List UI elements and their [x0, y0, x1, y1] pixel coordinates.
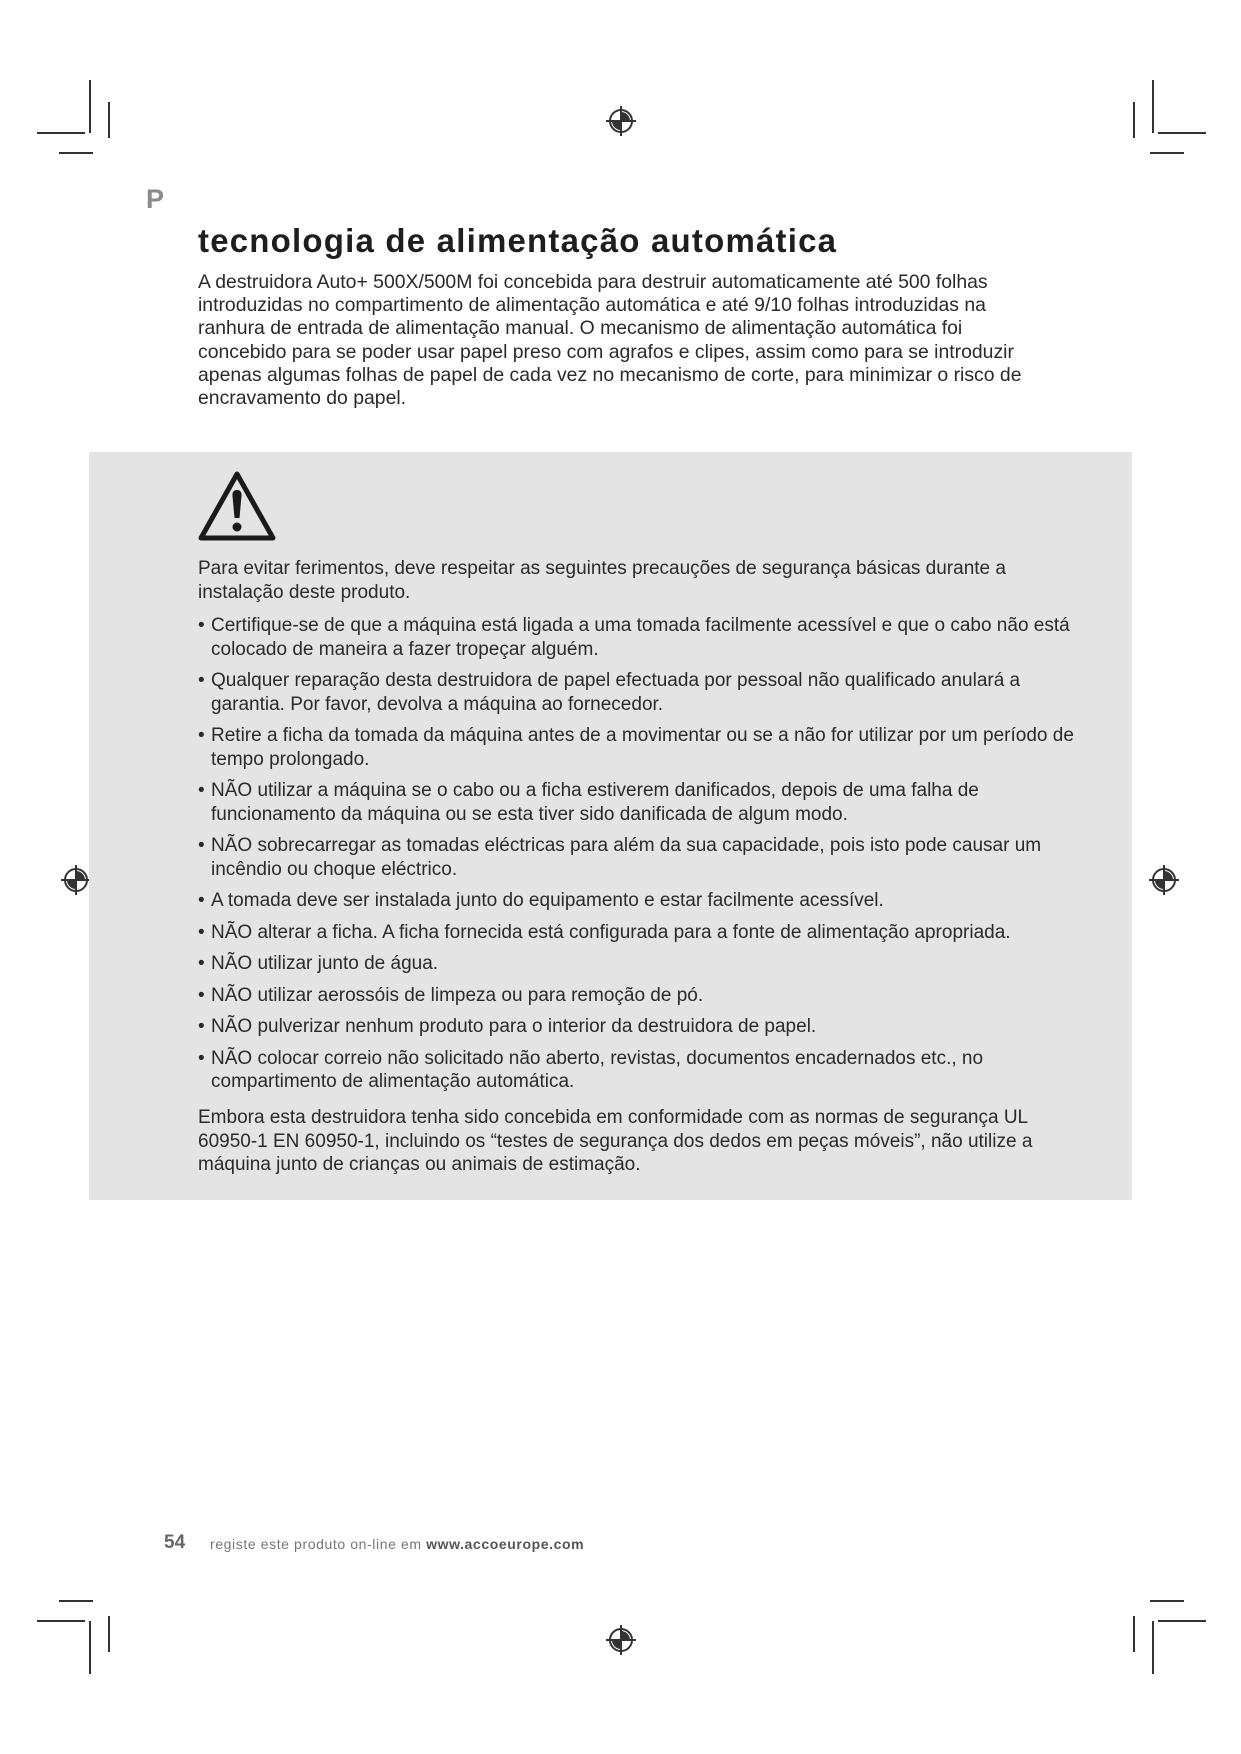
intro-line: introduzidas no compartimento de alimentação automática e até 9/10 folhas introduzidas na — [198, 294, 986, 317]
safety-closing-text: Embora esta destruidora tenha sido concebida em conformidade com as normas de segurança UL 60950-1 EN 60950-1, incluindo os “testes de segurança dos dedos em peças móveis”, não utilize a máquina junto de crianças ou animais de estimação. — [198, 1107, 1033, 1175]
list-item: • NÃO alterar a ficha. A ficha fornecida está configurada para a fonte de alimentação apropriada. — [198, 921, 1011, 943]
registration-mark-icon — [1147, 863, 1181, 897]
page-number: 54 — [164, 1532, 186, 1553]
list-item: • NÃO colocar correio não solicitado não aberto, revistas, documentos encadernados etc., no compartimento de alimentação automática. — [198, 1047, 984, 1092]
list-item: • NÃO utilizar junto de água. — [198, 953, 439, 974]
registration-mark-icon — [604, 1623, 638, 1657]
intro-line: concebido para se poder usar papel preso com agrafos e clipes, assim como para se introduzir — [198, 340, 1014, 363]
intro-line: encravamento do papel. — [198, 387, 407, 410]
page-title: tecnologia de alimentação automática — [198, 222, 838, 259]
list-item: • Retire a ficha da tomada da máquina antes de a movimentar ou se a não for utilizar por um período de tempo prolongado. — [198, 725, 1074, 770]
list-item: • NÃO utilizar aerossóis de limpeza ou para remoção de pó. — [198, 984, 704, 1006]
list-item: • NÃO sobrecarregar as tomadas eléctricas para além da sua capacidade, pois isto pode causar um incêndio ou choque eléctrico. — [198, 835, 1042, 880]
intro-paragraph — [198, 271, 1078, 410]
intro-line: ranhura de entrada de alimentação manual. O mecanismo de alimentação automática foi — [198, 317, 963, 340]
list-item: • NÃO utilizar a máquina se o cabo ou a ficha estiverem danificados, depois de uma falha de funcionamento da máquina ou se esta tiver sido danificada de algum modo. — [198, 780, 979, 825]
language-marker: P — [146, 184, 165, 214]
list-item: • A tomada deve ser instalada junto do equipamento e estar facilmente acessível. — [198, 890, 884, 911]
list-item: • Qualquer reparação desta destruidora de papel efectuada por pessoal não qualificado anulará a garantia. Por favor, devolva a máquina ao fornecedor. — [198, 670, 1021, 715]
registration-mark-icon — [59, 863, 93, 897]
footer-label: registe este produto on-line em — [210, 1536, 422, 1552]
registration-mark-icon — [604, 104, 638, 138]
list-item: • Certifique-se de que a máquina está ligada a uma tomada facilmente acessível e que o cabo não está colocado de maneira a fazer tropeçar alguém. — [198, 615, 1070, 660]
intro-line: apenas algumas folhas de papel de cada vez no mecanismo de corte, para minimizar o risco de — [198, 363, 1022, 386]
intro-line: A destruidora Auto+ 500X/500M foi concebida para destruir automaticamente até 500 folhas — [198, 271, 988, 293]
footer-url[interactable]: www.accoeurope.com — [426, 1536, 585, 1552]
footer-text — [210, 1536, 584, 1552]
safety-lead-text: Para evitar ferimentos, deve respeitar as seguintes precauções de segurança básicas durante a instalação deste produto. — [198, 558, 1006, 603]
list-item: • NÃO pulverizar nenhum produto para o interior da destruidora de papel. — [198, 1016, 817, 1037]
warning-triangle-icon — [197, 470, 277, 544]
safety-list — [198, 614, 1098, 1102]
